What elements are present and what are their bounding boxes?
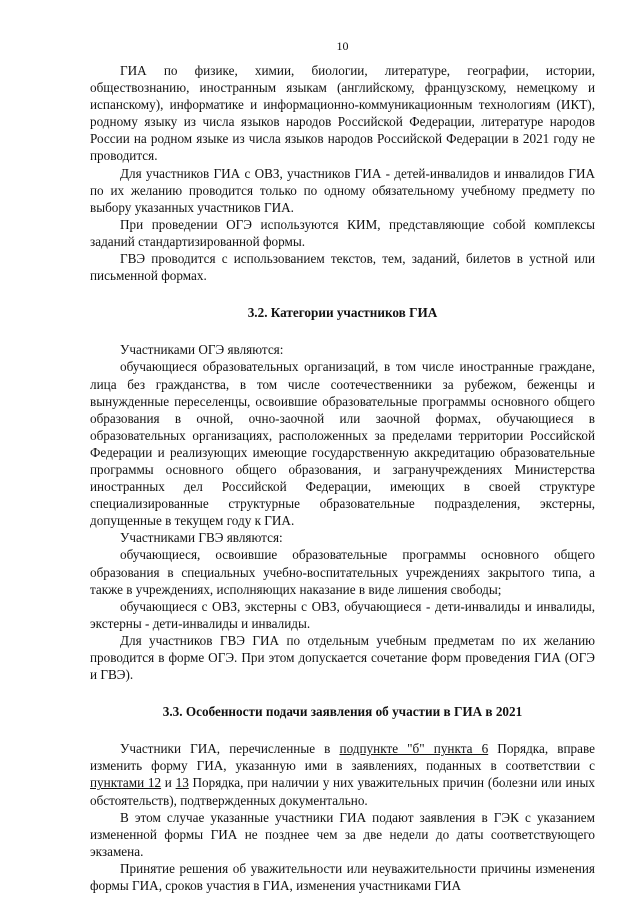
paragraph-kim: При проведении ОГЭ используются КИМ, представляющие собой комплексы заданий стандартизированной формы. — [90, 216, 595, 249]
link-subpoint-b-point-6[interactable]: подпункте "б" пункта 6 — [339, 741, 489, 757]
link-point-13[interactable]: 13 — [175, 775, 189, 791]
document-page — [90, 38, 595, 894]
paragraph-oge-participants: обучающиеся образовательных организаций, в том числе иностранные граждане, лица без гражданства, в том числе соотечественники за рубежом, беженцы и вынужденные переселенцы, освоившие образовательные программы основного общего образования в очной, очно-заочной или заочной формах, обучающиеся в образовательных организациях, расположенных за пределами территории Российской Федерации и реализующих имеющие государственную аккредитацию образовательные программы основного общего образования, и загранучреждениях Министерства иностранных дел Российской Федерации, имеющих в своей структуре специализированные структурные образовательные подразделения, экстерны, допущенные в текущем году к ГИА. — [90, 359, 595, 529]
paragraph-gek-application: В этом случае указанные участники ГИА подают заявления в ГЭК с указанием измененной формы ГИА не позднее чем за две недели до даты соответствующего экзамена. — [90, 809, 595, 859]
paragraph-gve-ovz: обучающиеся с ОВЗ, экстерны с ОВЗ, обучающиеся - дети-инвалиды и инвалиды, экстерны - дети-инвалиды и инвалиды. — [90, 598, 595, 631]
paragraph-ovz-participants: Для участников ГИА с ОВЗ, участников ГИА - детей-инвалидов и инвалидов ГИА по их желанию проводится только по одному обязательному учебному предмету по выбору указанных участников ГИА. — [90, 165, 595, 215]
paragraph-oge-participants-intro: Участниками ОГЭ являются: — [120, 342, 284, 358]
page-number: 10 — [336, 39, 349, 53]
paragraph-gve-forms: ГВЭ проводится с использованием текстов, тем, заданий, билетов в устной или письменной формах. — [90, 251, 595, 284]
paragraph-gve-closed-institutions: обучающиеся, освоившие образовательные программы основного общего образования в специальных учебно-воспитательных учреждениях закрытого типа, а также в учреждениях, исполняющих наказание в виде лишения свободы; — [90, 547, 595, 597]
text-segment: Порядка, при наличии у них уважительных причин (болезни или иных обстоятельств), подтвержденных документально. — [90, 775, 596, 808]
paragraph-change-form — [90, 740, 595, 808]
paragraph-gve-participants-intro: Участниками ГВЭ являются: — [120, 530, 283, 546]
paragraph-gve-oge-combination: Для участников ГВЭ ГИА по отдельным учебным предметам по их желанию проводится в форме ОГЭ. При этом допускается сочетание форм проведения ГИА (ОГЭ и ГВЭ). — [90, 632, 595, 683]
link-points-12[interactable]: пунктами 12 — [90, 775, 162, 791]
text-segment: и — [161, 775, 176, 791]
section-heading-3-3: 3.3. Особенности подачи заявления об участии в ГИА в 2021 — [162, 704, 523, 720]
text-segment: Участники ГИА, перечисленные в — [120, 741, 340, 757]
text-segment: Порядка, вправе изменить форму ГИА, указанную ими в заявлениях, поданных в соответствии с — [90, 741, 595, 774]
paragraph-decision: Принятие решения об уважительности или неуважительности причины изменения формы ГИА, сроков участия в ГИА, изменения участниками ГИА — [90, 860, 595, 894]
paragraph-gia-subjects: ГИА по физике, химии, биологии, литературе, географии, истории, обществознанию, иностранным языкам (английскому, французскому, немецкому и испанскому), информатике и информационно-коммуникационным технологиям (ИКТ), родному языку из числа языков народов Российской Федерации, литературе народов России на родном языке из числа языков народов Российской Федерации в 2021 году не проводится. — [90, 63, 595, 164]
section-heading-3-2: 3.2. Категории участников ГИА — [247, 305, 438, 321]
